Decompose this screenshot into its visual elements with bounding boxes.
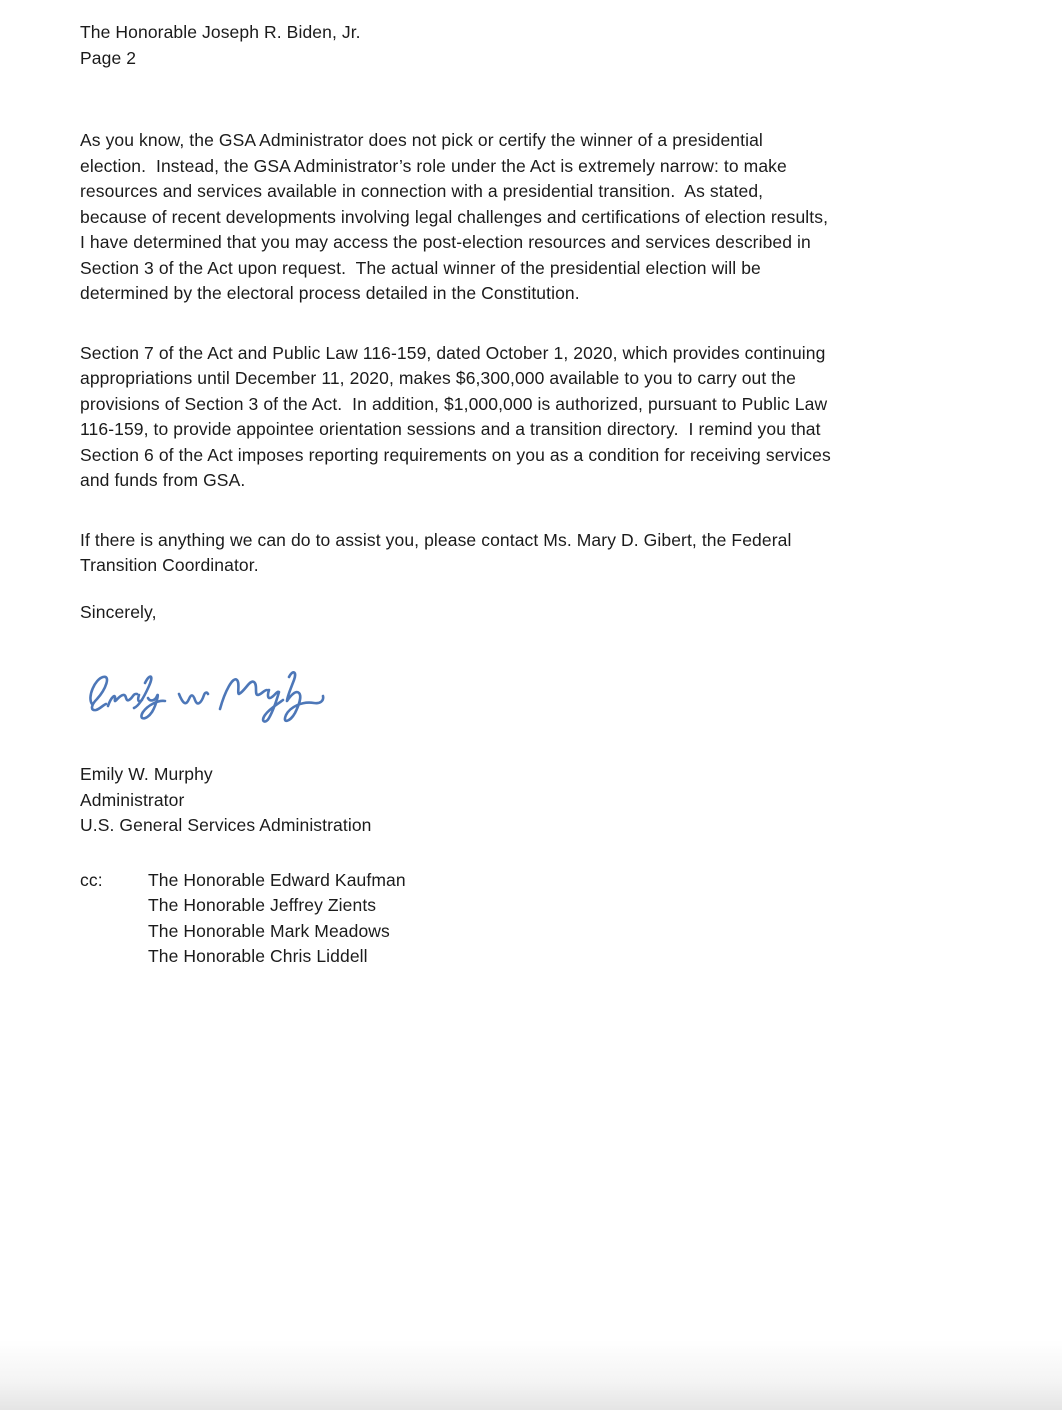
paragraph-funding xyxy=(80,341,960,494)
text-line: I have determined that you may access the post-election resources and services described in xyxy=(80,232,811,252)
text-line: resources and services available in connection with a presidential transition. As stated, xyxy=(80,181,764,201)
text-line: As you know, the GSA Administrator does not pick or certify the winner of a presidential xyxy=(80,130,763,150)
text-line: election. Instead, the GSA Administrator’s role under the Act is extremely narrow: to make xyxy=(80,155,787,176)
text-line: Section 7 of the Act and Public Law 116-159, dated October 1, 2020, which provides continuing xyxy=(80,342,826,363)
text-line: Transition Coordinator. xyxy=(80,555,259,575)
recipient-line: The Honorable Joseph R. Biden, Jr. xyxy=(80,22,361,42)
page-number-line: Page 2 xyxy=(80,47,137,68)
handwritten-signature xyxy=(82,649,1062,744)
signer-name: Emily W. Murphy xyxy=(80,764,213,784)
text-line: If there is anything we can do to assist you, please contact Ms. Mary D. Gibert, the Federal xyxy=(80,529,792,550)
signer-organization: U.S. General Services Administration xyxy=(80,815,372,835)
paragraph-contact xyxy=(80,528,960,579)
text-line: The Honorable Jeffrey Zients xyxy=(148,895,377,915)
text-line: determined by the electoral process detailed in the Constitution. xyxy=(80,283,580,303)
cc-block xyxy=(80,868,1062,970)
cc-recipients xyxy=(148,868,406,970)
letter-header xyxy=(80,20,1062,71)
text-line: and funds from GSA. xyxy=(80,470,246,490)
text-line: The Honorable Mark Meadows xyxy=(148,920,390,941)
page-bottom-scan-shadow xyxy=(0,1340,1062,1410)
text-line: 116-159, to provide appointee orientation sessions and a transition directory. I remind you that xyxy=(80,419,821,439)
text-line: because of recent developments involving legal challenges and certifications of election results, xyxy=(80,206,829,227)
closing-salutation: Sincerely, xyxy=(80,601,157,622)
cc-label: cc: xyxy=(80,869,103,890)
text-line: The Honorable Edward Kaufman xyxy=(148,869,406,890)
signature-ink-icon xyxy=(82,649,340,744)
text-line: Section 6 of the Act imposes reporting requirements on you as a condition for receiving services xyxy=(80,444,831,465)
signer-title: Administrator xyxy=(80,789,185,810)
text-line: The Honorable Chris Liddell xyxy=(148,946,368,966)
text-line: appropriations until December 11, 2020, makes $6,300,000 available to you to carry out the xyxy=(80,368,796,388)
signature-block xyxy=(80,762,1062,839)
paragraph-gsa-role xyxy=(80,128,960,307)
text-line: Section 3 of the Act upon request. The actual winner of the presidential election will be xyxy=(80,257,761,278)
text-line: provisions of Section 3 of the Act. In addition, $1,000,000 is authorized, pursuant to Public Law xyxy=(80,393,828,414)
